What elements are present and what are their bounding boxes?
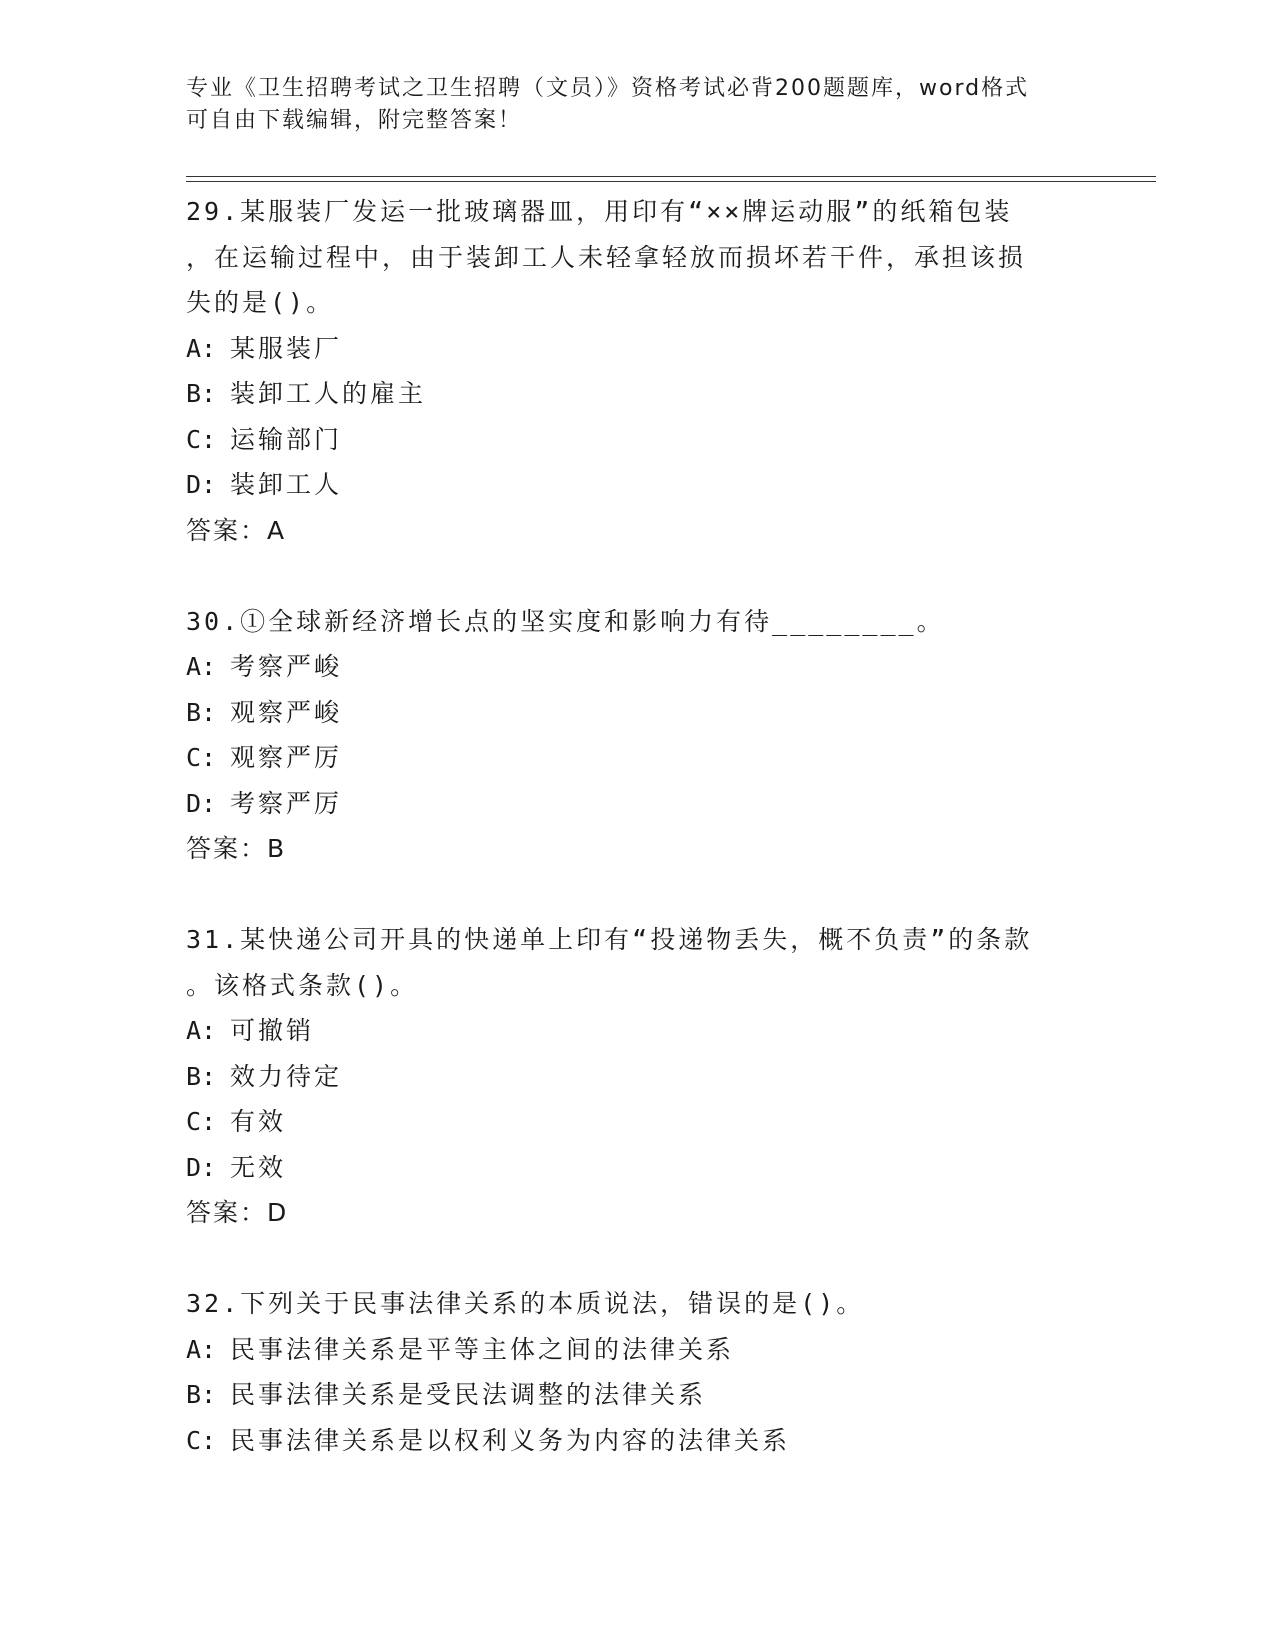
option-text: 装卸工人 [230,470,343,499]
option-letter: A: [186,1334,217,1364]
question-text-line: ，在运输过程中，由于装卸工人未轻拿轻放而损坏若干件，承担该损 [186,242,1027,272]
question-spacer [186,1236,1086,1282]
answer-option [186,462,1086,508]
option-letter: A: [186,333,217,363]
question-text [186,917,1086,1008]
option-letter: B: [186,1061,217,1091]
question-block [186,1281,1086,1463]
header-line-2: 可自由下载编辑，附完整答案！ [186,108,523,133]
answer-option [186,417,1086,463]
question-text-line: 29.某服装厂发运一批玻璃器皿，用印有“××牌运动服”的纸箱包装 [186,197,1013,226]
question-text-line: 30.①全球新经济增长点的坚实度和影响力有待________。 [186,606,945,636]
answer-option [186,1327,1086,1373]
option-text: 考察严峻 [230,652,343,681]
answer-option [186,1372,1086,1418]
option-letter: D: [186,788,217,818]
header-divider-top [186,176,1156,177]
header-divider-bottom [186,181,1156,182]
question-block [186,189,1086,599]
answer-key: 答案：D [186,1198,289,1227]
option-text: 某服装厂 [230,333,343,363]
option-text: 考察严厉 [230,788,343,818]
option-letter: C: [186,1107,217,1136]
answer-option [186,644,1086,690]
question-list [186,189,1086,1463]
option-text: 可撤销 [230,1016,315,1045]
question-text [186,1281,1086,1327]
question-spacer [186,872,1086,918]
option-letter: A: [186,1016,217,1045]
answer-option [186,781,1086,827]
question-text [186,189,1086,326]
answer-option [186,735,1086,781]
header-line-1: 专业《卫生招聘考试之卫生招聘（文员）》资格考试必背200题题库，word格式 [186,76,1030,101]
document-header [186,73,1066,137]
answer-key: 答案：B [186,834,287,863]
question-block [186,917,1086,1281]
answer-option [186,371,1086,417]
answer-option [186,690,1086,736]
option-letter: B: [186,1380,217,1409]
answer-option [186,326,1086,372]
option-text: 运输部门 [230,424,343,454]
option-letter: D: [186,1152,217,1182]
option-text: 效力待定 [230,1061,343,1091]
answer-option [186,1145,1086,1191]
answer-option [186,1418,1086,1464]
answer-option [186,1054,1086,1100]
question-text-line: 31.某快递公司开具的快递单上印有“投递物丢失，概不负责”的条款 [186,925,1033,954]
option-letter: C: [186,1425,217,1455]
question-text [186,599,1086,645]
option-letter: D: [186,470,217,499]
option-text: 民事法律关系是以权利义务为内容的法律关系 [230,1425,791,1455]
option-text: 装卸工人的雇主 [230,379,427,408]
option-text: 有效 [230,1107,287,1136]
option-letter: A: [186,652,217,681]
option-letter: C: [186,743,217,772]
question-block [186,599,1086,918]
question-text-line: 32.下列关于民事法律关系的本质说法，错误的是()。 [186,1289,865,1318]
option-text: 无效 [230,1152,287,1182]
option-text: 观察严峻 [230,697,343,727]
answer-option [186,1008,1086,1054]
answer-option [186,1099,1086,1145]
option-text: 观察严厉 [230,743,343,772]
option-text: 民事法律关系是平等主体之间的法律关系 [230,1334,735,1364]
option-letter: C: [186,424,217,454]
option-letter: B: [186,379,217,408]
question-text-line: 。该格式条款()。 [186,970,419,1000]
option-text: 民事法律关系是受民法调整的法律关系 [230,1380,707,1409]
answer-key: 答案：A [186,515,287,545]
option-letter: B: [186,697,217,727]
question-spacer [186,553,1086,599]
question-text-line: 失的是()。 [186,288,335,317]
